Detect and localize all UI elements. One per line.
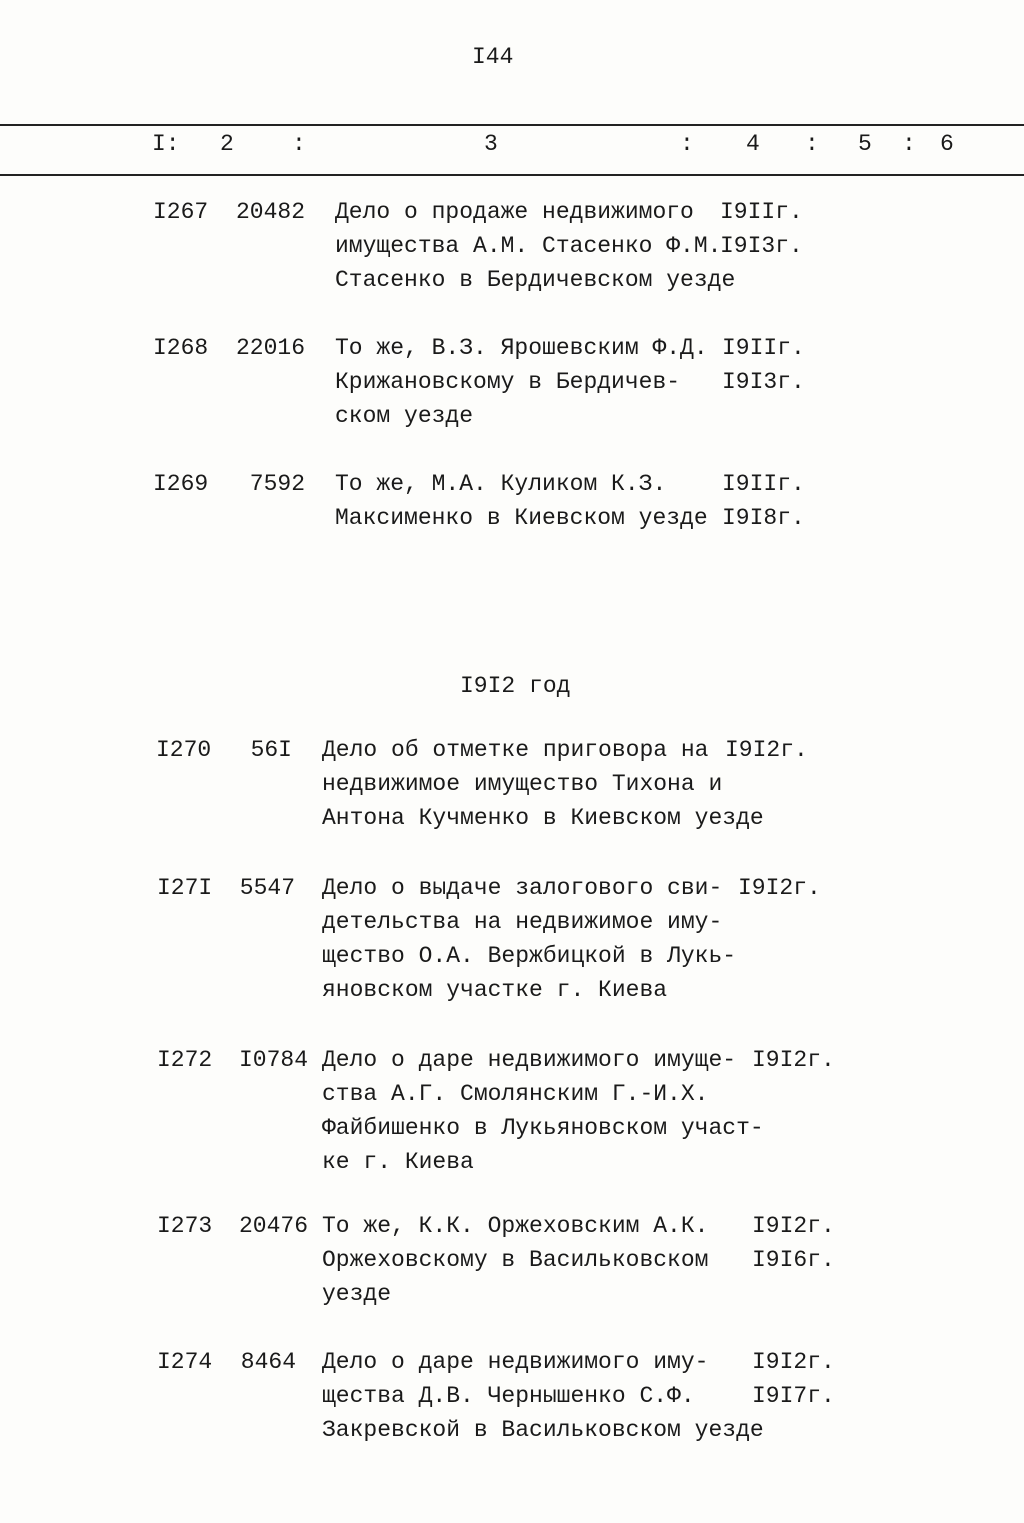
entry-description-line: недвижимое имущество Тихона и [322,771,723,797]
entry-code: 8464 [240,1349,296,1375]
table-top-rule [0,124,1024,126]
entry-description-line: имущества А.М. Стасенко Ф.М. [335,233,722,259]
entry-year: I9I2г. [752,1213,835,1239]
column-header: : [680,131,694,157]
entry-number: I273 [157,1213,213,1239]
entry-description-line: ства А.Г. Смолянским Г.-И.Х. [322,1081,709,1107]
entry-year: I9I3г. [722,369,805,395]
entry-description-line: яновском участке г. Киева [322,977,668,1003]
entry-year: I9I2г. [725,737,808,763]
entry-description-line: То же, К.К. Оржеховским А.К. [322,1213,709,1239]
entry-number: I269 [153,471,209,497]
entry-year: I9I2г. [752,1349,835,1375]
entry-number: I274 [157,1349,213,1375]
column-header: : [805,131,819,157]
entry-description-line: Максименко в Киевском уезде [335,505,708,531]
table-header-bottom-rule [0,174,1024,176]
entry-description-line: То же, В.З. Ярошевским Ф.Д. [335,335,708,361]
entry-year: I9I2г. [738,875,821,901]
entry-number: I268 [153,335,209,361]
entry-description-line: Дело о даре недвижимого иму- [322,1349,709,1375]
entry-code: 22016 [235,335,305,361]
column-header: I: [152,131,180,157]
entry-description-line: Дело о выдаче залогового сви- [322,875,723,901]
entry-number: I272 [157,1047,213,1073]
entry-description-line: Антона Кучменко в Киевском уезде [322,805,764,831]
entry-year: I9IIг. [722,335,805,361]
entry-number: I267 [153,199,209,225]
entry-code: 5547 [239,875,295,901]
column-header: 2 [220,131,234,157]
entry-description-line: Закревской в Васильковском уезде [322,1417,764,1443]
entry-code: 20482 [235,199,305,225]
entry-year: I9I8г. [722,505,805,531]
entry-number: I27I [157,875,213,901]
entry-description-line: Дело о продаже недвижимого [335,199,694,225]
entry-description-line: Стасенко в Бердичевском уезде [335,267,736,293]
entry-description-line: ке г. Киева [322,1149,474,1175]
entry-number: I270 [156,737,212,763]
column-header: 5 [858,131,872,157]
entry-description-line: ском уезде [335,403,474,429]
entry-description-line: Файбишенко в Лукьяновском участ- [322,1115,764,1141]
page-number: I44 [472,44,514,70]
entry-year: I9I7г. [752,1383,835,1409]
entry-description-line: Дело о даре недвижимого имуще- [322,1047,737,1073]
column-header: 4 [746,131,760,157]
entry-code: 20476 [238,1213,308,1239]
entry-description-line: То же, М.А. Куликом К.З. [335,471,667,497]
section-heading: I9I2 год [460,673,571,699]
entry-description-line: уезде [322,1281,392,1307]
column-header: : [902,131,916,157]
entry-year: I9IIг. [720,199,803,225]
column-header: 3 [484,131,498,157]
entry-year: I9IIг. [722,471,805,497]
entry-description-line: щества Д.В. Чернышенко С.Ф. [322,1383,695,1409]
entry-description-line: Дело об отметке приговора на [322,737,709,763]
entry-description-line: щество О.А. Вержбицкой в Лукь- [322,943,737,969]
entry-code: 7592 [249,471,305,497]
entry-description-line: Крижановскому в Бердичев- [335,369,681,395]
entry-description-line: детельства на недвижимое иму- [322,909,723,935]
column-header: : [292,131,306,157]
entry-description-line: Оржеховскому в Васильковском [322,1247,709,1273]
entry-year: I9I6г. [752,1247,835,1273]
entry-year: I9I3г. [720,233,803,259]
entry-year: I9I2г. [752,1047,835,1073]
entry-code: I0784 [238,1047,308,1073]
entry-code: 56I [250,737,292,763]
column-header: 6 [940,131,954,157]
